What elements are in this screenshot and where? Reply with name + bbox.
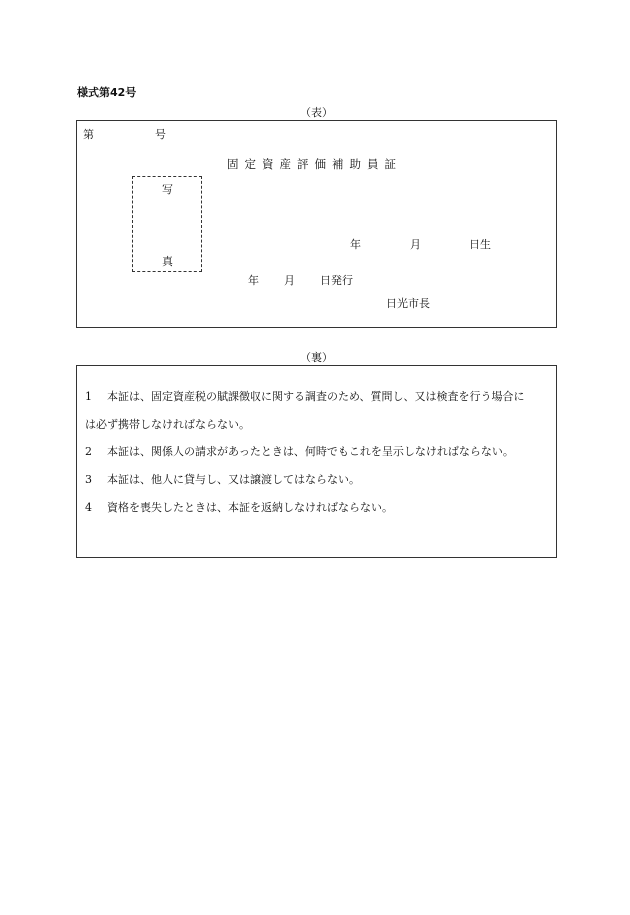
front-side-label: （表） [300, 106, 333, 119]
photo-label-top: 写 [162, 183, 173, 196]
note-item-continuation [85, 416, 250, 432]
issue-day-label: 日発行 [320, 274, 353, 287]
note-text: 本証は、固定資産税の賦課徴収に関する調査のため、質問し、又は検査を行う場合に [107, 390, 525, 403]
issue-year-label: 年 [248, 274, 259, 287]
note-item [85, 471, 360, 487]
certificate-number-suffix: 号 [155, 128, 166, 141]
back-card [76, 365, 557, 558]
note-number: 3 [85, 473, 92, 486]
certificate-title: 固定資産評価補助員証 [227, 157, 402, 171]
note-text: は必ず携帯しなければならない。 [85, 418, 250, 431]
back-side-label: （裏） [300, 351, 333, 364]
note-number: 2 [85, 445, 92, 458]
birth-year-label: 年 [350, 238, 361, 251]
note-item [85, 388, 525, 404]
note-text: 資格を喪失したときは、本証を返納しなければならない。 [107, 501, 393, 514]
note-number: 4 [85, 501, 92, 514]
issuer-name: 日光市長 [386, 297, 430, 310]
note-text: 本証は、関係人の請求があったときは、何時でもこれを呈示しなければならない。 [107, 445, 514, 458]
issue-month-label: 月 [284, 274, 295, 287]
form-number: 様式第42号 [77, 86, 137, 99]
birth-month-label: 月 [410, 238, 421, 251]
note-number: 1 [85, 390, 92, 403]
note-text: 本証は、他人に貸与し、又は譲渡してはならない。 [107, 473, 360, 486]
note-item [85, 443, 514, 459]
birth-day-label: 日生 [469, 238, 491, 251]
note-item [85, 499, 393, 515]
photo-area [132, 176, 202, 272]
photo-label-bottom: 真 [162, 255, 173, 268]
certificate-number-prefix: 第 [83, 128, 94, 141]
front-card [76, 120, 557, 328]
